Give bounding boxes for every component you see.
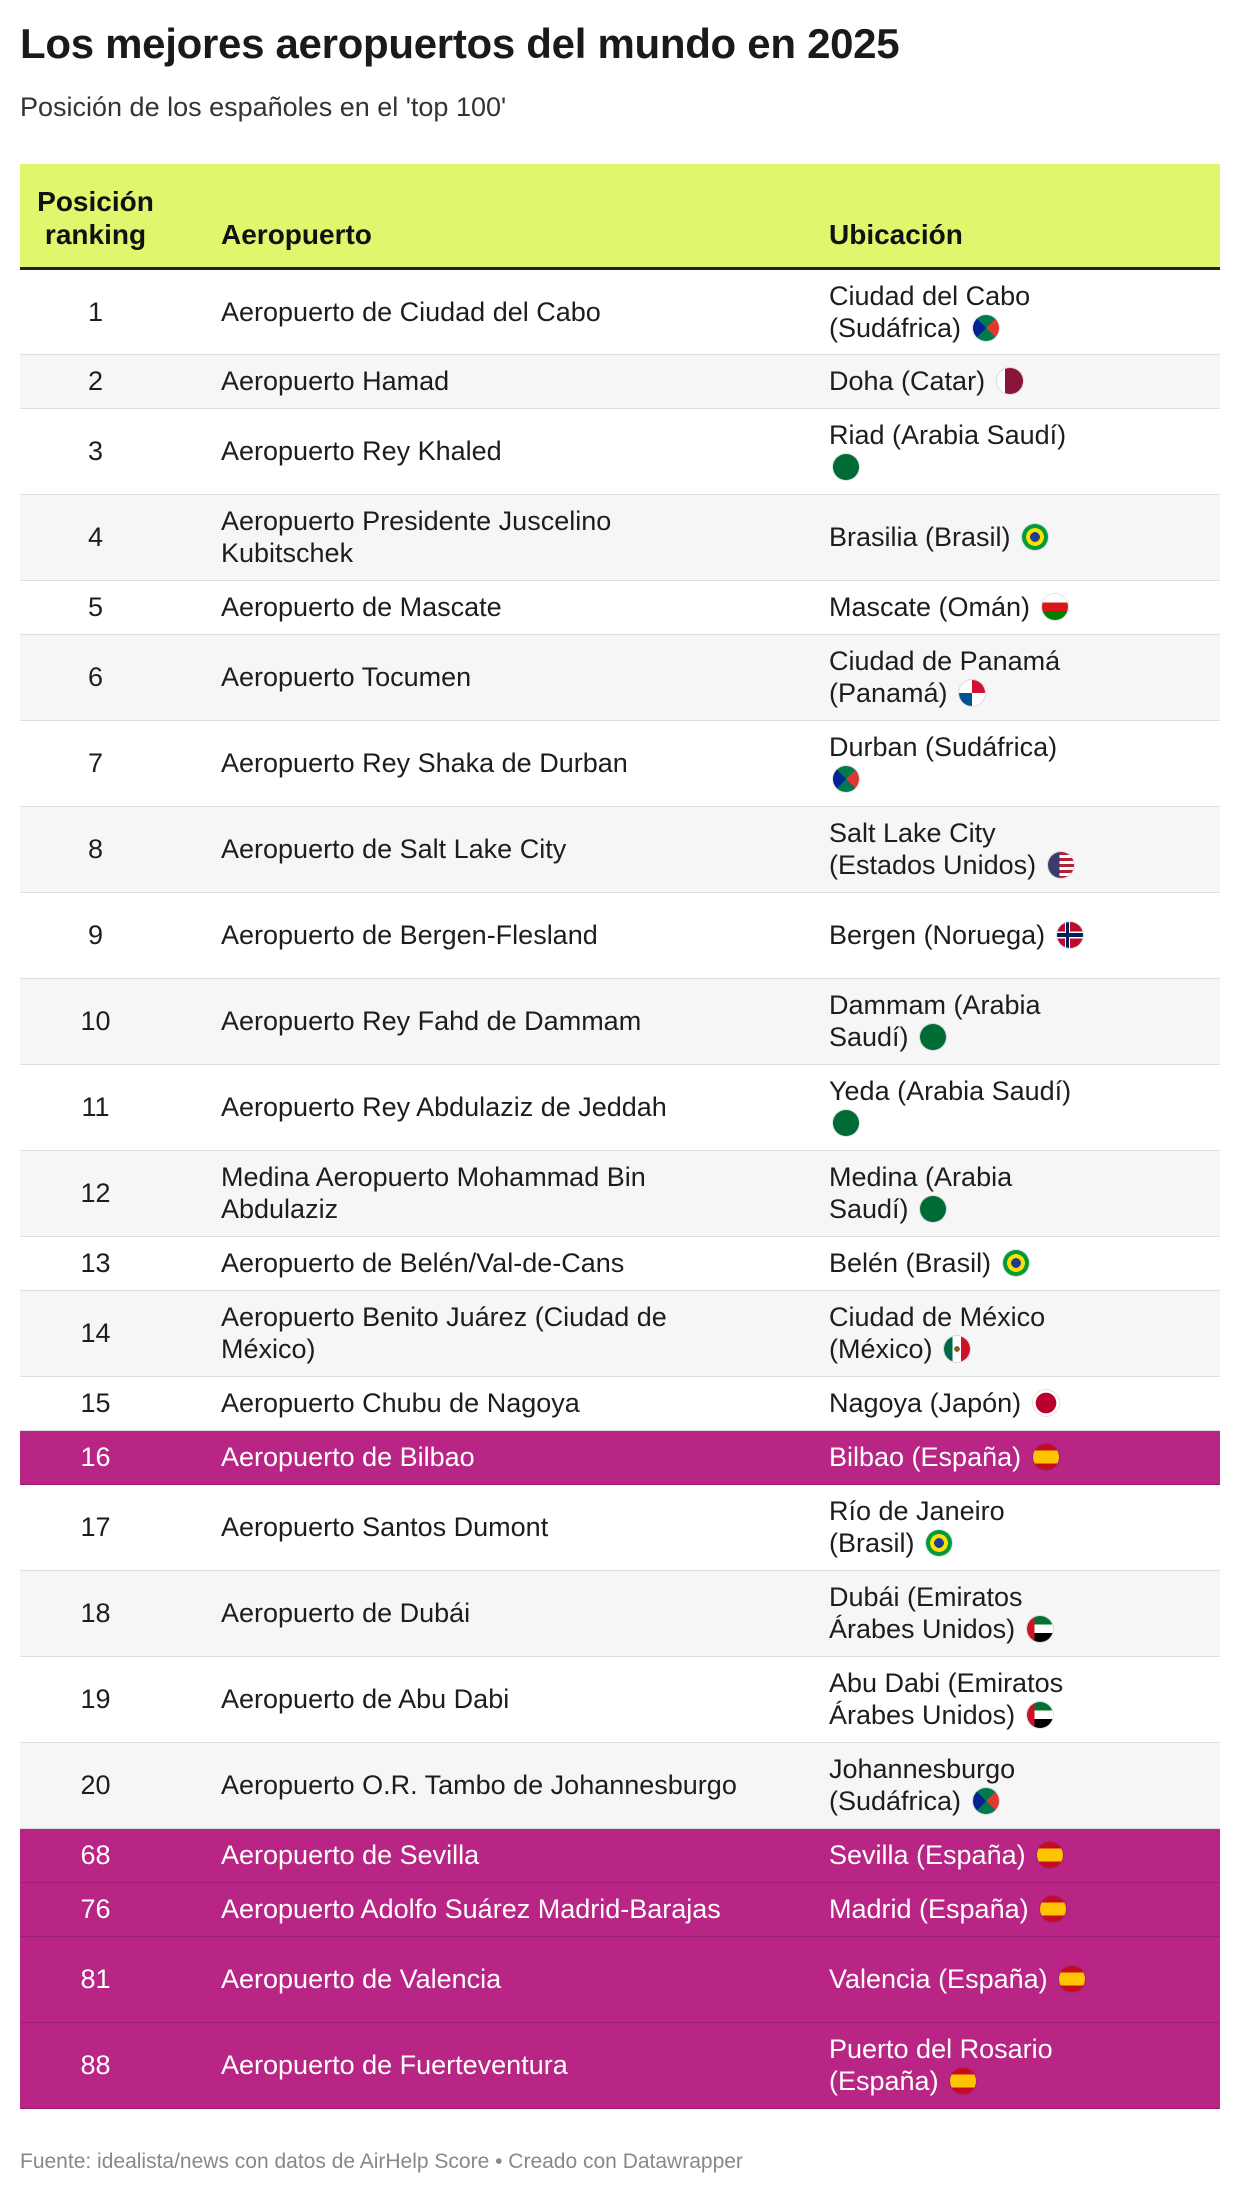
rank-cell: 11 <box>81 1092 110 1122</box>
rank-cell: 18 <box>80 1598 111 1628</box>
saudi-arabia-flag-icon <box>833 454 859 480</box>
location-cell <box>779 494 1220 580</box>
location-text: Johannesburgo (Sudáfrica) <box>829 1754 1016 1816</box>
airport-cell: Aeropuerto de Bilbao <box>221 1442 475 1472</box>
location-cell <box>779 1742 1220 1828</box>
location-cell <box>779 1828 1220 1882</box>
location-cell <box>779 720 1220 806</box>
airport-cell: Aeropuerto de Abu Dabi <box>221 1684 510 1714</box>
location-text: Madrid (España) <box>829 1894 1029 1924</box>
location-cell <box>779 892 1220 978</box>
rank-cell: 14 <box>80 1318 111 1348</box>
location-cell <box>779 1150 1220 1236</box>
airport-cell: Aeropuerto Chubu de Nagoya <box>221 1388 580 1418</box>
location-cell <box>779 978 1220 1064</box>
rank-cell: 9 <box>87 920 104 950</box>
location-text: Mascate (Omán) <box>829 592 1031 622</box>
airport-cell: Aeropuerto Rey Khaled <box>221 436 502 466</box>
spain-flag-icon <box>1033 1444 1059 1470</box>
table-row <box>20 720 1220 806</box>
rank-cell: 2 <box>87 366 104 396</box>
location-text: Nagoya (Japón) <box>829 1388 1022 1418</box>
table-row-highlighted <box>20 1828 1220 1882</box>
rank-cell: 81 <box>80 1964 111 1994</box>
airport-cell: Aeropuerto Presidente Juscelino Kubitschek <box>221 506 612 568</box>
spain-flag-icon <box>1059 1966 1085 1992</box>
rank-cell: 20 <box>80 1770 111 1800</box>
table-row <box>20 634 1220 720</box>
south-africa-flag-icon <box>973 315 999 341</box>
airport-cell: Aeropuerto O.R. Tambo de Johannesburgo <box>221 1770 737 1800</box>
location-cell <box>779 634 1220 720</box>
location-text: Riad (Arabia Saudí) <box>829 420 1067 450</box>
location-text: Río de Janeiro (Brasil) <box>829 1496 1005 1558</box>
column-header-airport: Aeropuerto <box>221 218 372 250</box>
airport-cell: Aeropuerto de Valencia <box>221 1964 502 1994</box>
brazil-flag-icon <box>1003 1250 1029 1276</box>
table-row <box>20 1236 1220 1290</box>
table-row <box>20 806 1220 892</box>
location-cell <box>779 1570 1220 1656</box>
table-row <box>20 1742 1220 1828</box>
spain-flag-icon <box>1040 1896 1066 1922</box>
location-cell <box>779 408 1220 494</box>
saudi-arabia-flag-icon <box>833 1110 859 1136</box>
table-row <box>20 1376 1220 1430</box>
location-cell <box>779 1376 1220 1430</box>
location-text: Valencia (España) <box>829 1964 1048 1994</box>
location-cell <box>779 1882 1220 1936</box>
saudi-arabia-flag-icon <box>920 1196 946 1222</box>
rank-cell: 15 <box>80 1388 111 1418</box>
location-cell <box>779 1236 1220 1290</box>
airport-cell: Aeropuerto Hamad <box>221 366 450 396</box>
page-title: Los mejores aeropuertos del mundo en 2025 <box>20 20 900 67</box>
location-text: Bergen (Noruega) <box>829 920 1046 950</box>
south-africa-flag-icon <box>833 766 859 792</box>
airport-cell: Aeropuerto Rey Shaka de Durban <box>221 748 628 778</box>
column-header-rank-line1: Posición <box>37 185 154 217</box>
location-text: Medina (Arabia Saudí) <box>829 1162 1013 1224</box>
south-africa-flag-icon <box>973 1788 999 1814</box>
table-row <box>20 892 1220 978</box>
airport-cell: Aeropuerto Adolfo Suárez Madrid-Barajas <box>221 1894 721 1924</box>
column-header-rank-line2: ranking <box>44 218 147 250</box>
table-row-highlighted <box>20 2022 1220 2108</box>
location-text: Abu Dabi (Emiratos Árabes Unidos) <box>829 1668 1064 1730</box>
location-text: Ciudad de México (México) <box>829 1302 1046 1364</box>
location-cell <box>779 1484 1220 1570</box>
location-cell <box>779 1064 1220 1150</box>
column-header-rank <box>20 164 171 268</box>
location-cell <box>779 1290 1220 1376</box>
oman-flag-icon <box>1042 594 1068 620</box>
table-row <box>20 408 1220 494</box>
rank-cell: 7 <box>87 748 104 778</box>
rank-cell: 10 <box>80 1006 111 1036</box>
column-header-location: Ubicación <box>829 218 963 250</box>
location-text: Belén (Brasil) <box>829 1248 992 1278</box>
table-row <box>20 1484 1220 1570</box>
table-row <box>20 1064 1220 1150</box>
location-cell <box>779 806 1220 892</box>
rank-cell: 68 <box>80 1840 111 1870</box>
rank-cell: 13 <box>80 1248 111 1278</box>
table-row <box>20 580 1220 634</box>
table-row-highlighted <box>20 1882 1220 1936</box>
location-cell <box>779 354 1220 408</box>
location-text: Salt Lake City (Estados Unidos) <box>829 818 1037 880</box>
rank-cell: 76 <box>80 1894 111 1924</box>
location-cell <box>779 1936 1220 2022</box>
rank-cell: 3 <box>87 436 104 466</box>
location-text: Dammam (Arabia Saudí) <box>829 990 1041 1052</box>
airport-cell: Aeropuerto de Salt Lake City <box>221 834 567 864</box>
table-row <box>20 978 1220 1064</box>
table-row <box>20 1150 1220 1236</box>
airport-cell: Aeropuerto de Belén/Val-de-Cans <box>221 1248 625 1278</box>
airport-cell: Aeropuerto Benito Juárez (Ciudad de México) <box>221 1302 667 1364</box>
airport-cell: Aeropuerto Rey Fahd de Dammam <box>221 1006 642 1036</box>
saudi-arabia-flag-icon <box>920 1024 946 1050</box>
location-text: Durban (Sudáfrica) <box>829 732 1058 762</box>
panama-flag-icon <box>959 680 985 706</box>
table-row <box>20 1656 1220 1742</box>
uae-flag-icon <box>1027 1616 1053 1642</box>
table-row <box>20 354 1220 408</box>
location-text: Ciudad de Panamá (Panamá) <box>829 646 1061 708</box>
ranking-table <box>20 164 1220 2109</box>
location-cell <box>779 1430 1220 1484</box>
airport-cell: Aeropuerto Rey Abdulaziz de Jeddah <box>221 1092 667 1122</box>
location-text: Brasilia (Brasil) <box>829 522 1011 552</box>
table-row <box>20 1570 1220 1656</box>
spain-flag-icon <box>1037 1842 1063 1868</box>
airport-cell: Aeropuerto Tocumen <box>221 662 472 692</box>
location-text: Dubái (Emiratos Árabes Unidos) <box>829 1582 1023 1644</box>
qatar-flag-icon <box>997 368 1023 394</box>
rank-cell: 88 <box>80 2050 111 2080</box>
location-cell <box>779 1656 1220 1742</box>
rank-cell: 1 <box>87 296 104 327</box>
norway-flag-icon <box>1057 922 1083 948</box>
location-text: Sevilla (España) <box>829 1840 1026 1870</box>
airport-cell: Aeropuerto de Sevilla <box>221 1840 480 1870</box>
rank-cell: 5 <box>87 592 104 622</box>
airport-cell: Aeropuerto Santos Dumont <box>221 1512 549 1542</box>
rank-cell: 8 <box>87 834 104 864</box>
location-text: Doha (Catar) <box>829 366 986 396</box>
table-row-highlighted <box>20 1936 1220 2022</box>
uae-flag-icon <box>1027 1702 1053 1728</box>
brazil-flag-icon <box>1022 524 1048 550</box>
airport-cell: Aeropuerto de Mascate <box>221 592 502 622</box>
mexico-flag-icon <box>944 1336 970 1362</box>
rank-cell: 19 <box>80 1684 111 1714</box>
brazil-flag-icon <box>926 1530 952 1556</box>
location-cell <box>779 2022 1220 2108</box>
table-row <box>20 1290 1220 1376</box>
table-row-highlighted <box>20 1430 1220 1484</box>
source-footer: Fuente: idealista/news con datos de AirHelp Score • Creado con Datawrapper <box>20 2150 743 2173</box>
page-subtitle: Posición de los españoles en el 'top 100' <box>20 92 507 122</box>
location-text: Yeda (Arabia Saudí) <box>829 1076 1072 1106</box>
airport-cell: Medina Aeropuerto Mohammad Bin Abdulaziz <box>221 1162 646 1224</box>
location-text: Ciudad del Cabo (Sudáfrica) <box>829 280 1031 343</box>
spain-flag-icon <box>950 2068 976 2094</box>
location-text: Puerto del Rosario (España) <box>829 2034 1053 2096</box>
location-cell <box>779 580 1220 634</box>
rank-cell: 16 <box>80 1442 111 1472</box>
airport-cell: Aeropuerto de Ciudad del Cabo <box>221 296 601 327</box>
united-states-flag-icon <box>1048 852 1074 878</box>
rank-cell: 4 <box>87 522 104 552</box>
table-row <box>20 494 1220 580</box>
table-row <box>20 268 1220 354</box>
rank-cell: 17 <box>80 1512 111 1542</box>
rank-cell: 6 <box>87 662 104 692</box>
table-body <box>20 268 1220 2108</box>
airport-cell: Aeropuerto de Bergen-Flesland <box>221 920 598 950</box>
rank-cell: 12 <box>80 1178 111 1208</box>
table-header <box>20 164 1220 268</box>
location-cell <box>779 268 1220 354</box>
airport-cell: Aeropuerto de Dubái <box>221 1598 471 1628</box>
japan-flag-icon <box>1033 1390 1059 1416</box>
airport-cell: Aeropuerto de Fuerteventura <box>221 2050 568 2080</box>
location-text: Bilbao (España) <box>829 1442 1022 1472</box>
